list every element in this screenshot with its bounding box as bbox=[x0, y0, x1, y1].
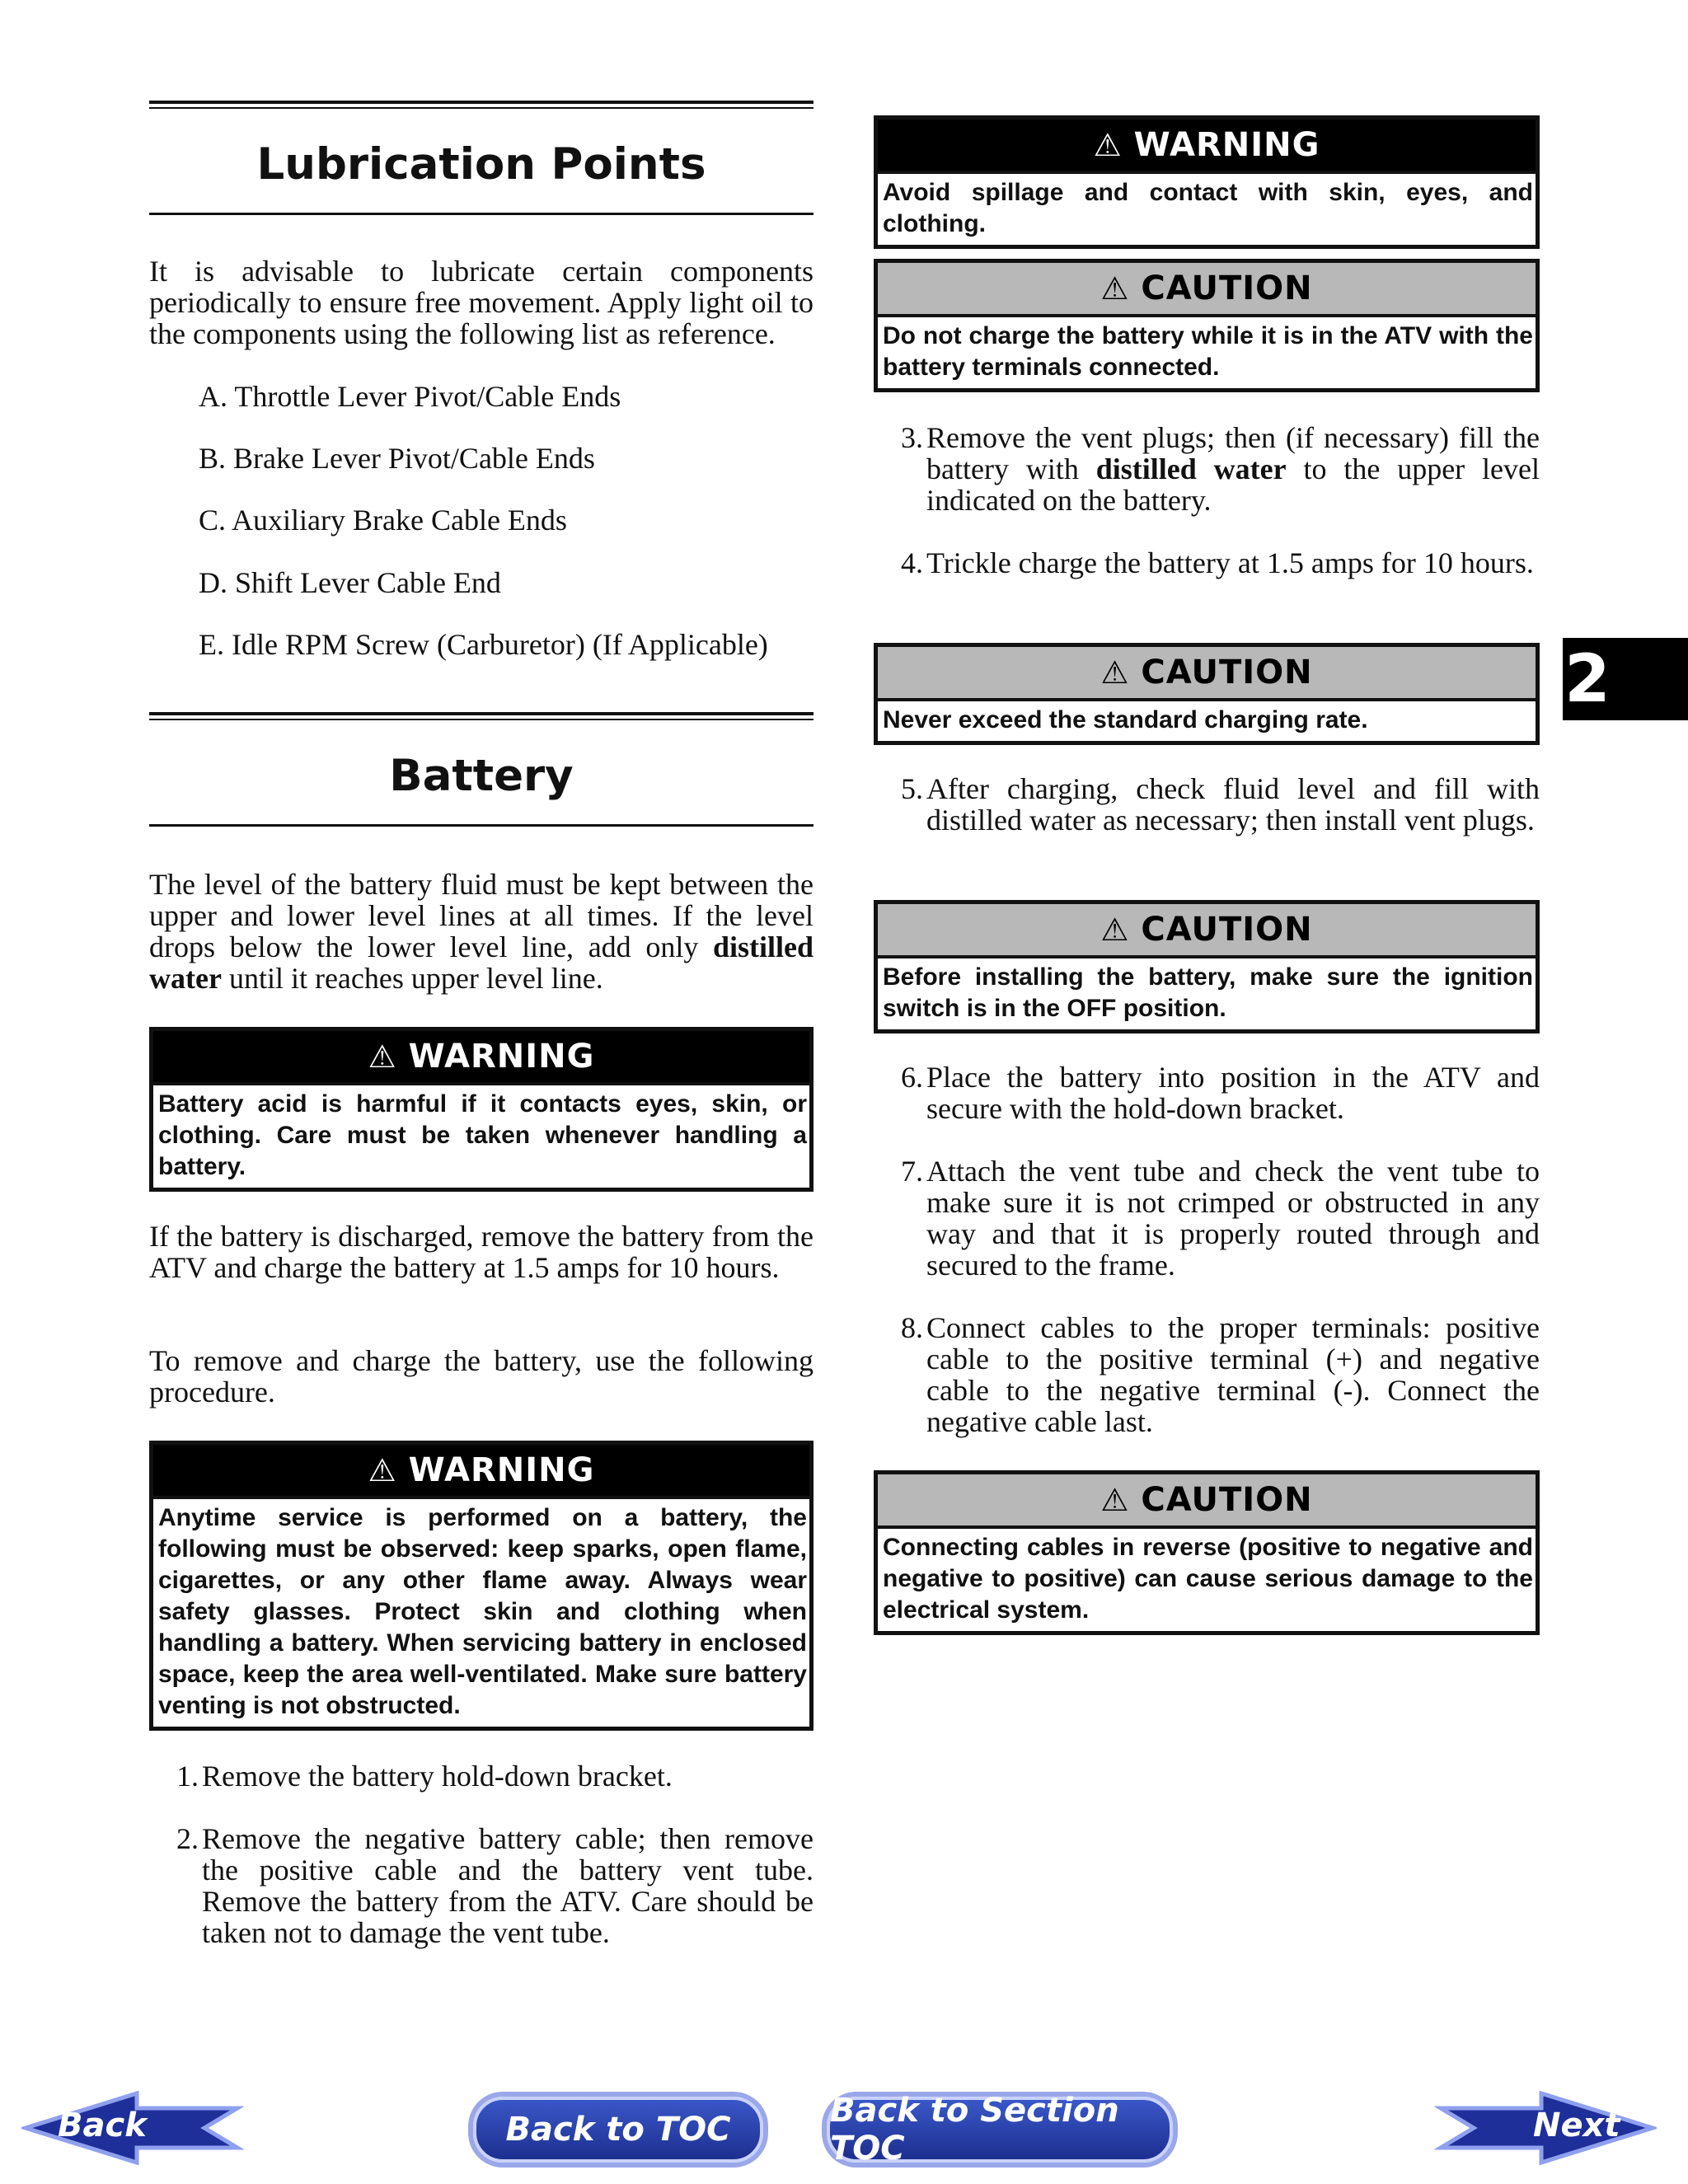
back-to-section-toc-button[interactable]: Back to Section TOC bbox=[827, 2097, 1173, 2163]
step-5: 5. After charging, check fluid level and fill with distilled water as necessary; then install vent plugs. bbox=[901, 772, 1540, 837]
section-tab: 2 bbox=[1563, 638, 1688, 720]
lubrication-item-e: E. Idle RPM Screw (Carburetor) (If Applicable) bbox=[199, 628, 768, 661]
step-7: 7. Attach the vent tube and check the vent tube to make sure it is not crimped or obstructed in any way and that it is properly routed through and secured to the frame. bbox=[901, 1155, 1540, 1282]
heading-rule-bottom bbox=[149, 213, 814, 215]
step-3: 3. Remove the vent plugs; then (if necessary) fill the battery with distilled water to the upper level indicated on the battery. bbox=[901, 421, 1540, 517]
caution-header: ⚠ CAUTION bbox=[878, 1474, 1536, 1529]
caution-triangle-icon: ⚠ bbox=[1100, 654, 1130, 691]
battery-para-2: If the battery is discharged, remove the battery from the ATV and charge the battery at 1.5 amps for 10 hours. bbox=[149, 1220, 814, 1284]
step-1: 1. Remove the battery hold-down bracket. bbox=[176, 1760, 673, 1793]
warning-box-spillage bbox=[874, 115, 1540, 249]
caution-triangle-icon: ⚠ bbox=[1100, 1482, 1130, 1518]
warning-box-service bbox=[149, 1441, 814, 1731]
caution-box-reverse bbox=[874, 1470, 1540, 1635]
warning-box-acid bbox=[149, 1027, 814, 1192]
heading-rule-top bbox=[149, 101, 814, 109]
caution-triangle-icon: ⚠ bbox=[1100, 270, 1130, 307]
caution-triangle-icon: ⚠ bbox=[1100, 912, 1130, 948]
lubrication-item-b: B. Brake Lever Pivot/Cable Ends bbox=[199, 442, 595, 475]
warning-header: ⚠ WARNING bbox=[153, 1445, 809, 1499]
back-button[interactable]: Back bbox=[21, 2087, 244, 2169]
warning-header: ⚠ WARNING bbox=[153, 1031, 809, 1085]
lubrication-item-a: A. Throttle Lever Pivot/Cable Ends bbox=[199, 380, 621, 413]
warning-text: Battery acid is harmful if it contacts eyes, skin, or clothing. Care must be taken whenever handling a battery. bbox=[158, 1090, 807, 1180]
back-to-toc-button[interactable]: Back to TOC bbox=[473, 2097, 763, 2163]
step-8: 8. Connect cables to the proper terminals: positive cable to the positive terminal (+) and negative cable to the negative terminal (-). Connect the negative cable last. bbox=[901, 1311, 1540, 1438]
warning-triangle-icon: ⚠ bbox=[1093, 127, 1123, 163]
step-6: 6. Place the battery into position in the ATV and secure with the hold-down bracket. bbox=[901, 1061, 1540, 1125]
caution-text: Never exceed the standard charging rate. bbox=[883, 706, 1368, 733]
battery-para-1: The level of the battery fluid must be kept between the upper and lower level lines at all times. If the level drops below the lower level line, add only distilled water until it reaches upper level line. bbox=[149, 868, 814, 995]
caution-header: ⚠ CAUTION bbox=[878, 263, 1536, 317]
lubrication-title: Lubrication Points bbox=[256, 139, 706, 190]
caution-header: ⚠ CAUTION bbox=[878, 904, 1536, 958]
lubrication-intro: It is advisable to lubricate certain components periodically to ensure free movement. Apply light oil to the components using the following list as reference. bbox=[149, 255, 814, 350]
warning-header: ⚠ WARNING bbox=[878, 120, 1536, 174]
battery-title: Battery bbox=[389, 751, 574, 801]
lubrication-item-c: C. Auxiliary Brake Cable Ends bbox=[199, 504, 567, 537]
caution-box-ignition bbox=[874, 900, 1540, 1033]
caution-text: Before installing the battery, make sure the ignition switch is in the OFF position. bbox=[883, 963, 1533, 1022]
warning-triangle-icon: ⚠ bbox=[368, 1452, 397, 1488]
caution-text: Do not charge the battery while it is in the ATV with the battery terminals connected. bbox=[883, 322, 1533, 381]
battery-para-3: To remove and charge the battery, use the following procedure. bbox=[149, 1344, 814, 1408]
next-button[interactable]: Next bbox=[1434, 2087, 1657, 2169]
caution-box-charge bbox=[874, 259, 1540, 392]
step-2: 2. Remove the negative battery cable; then remove the positive cable and the battery vent tube. Remove the battery from the ATV. Care should be taken not to damage the vent tube. bbox=[176, 1822, 814, 1949]
step-4: 4. Trickle charge the battery at 1.5 amps for 10 hours. bbox=[901, 546, 1534, 579]
warning-triangle-icon: ⚠ bbox=[368, 1038, 397, 1075]
heading-rule-bottom bbox=[149, 824, 814, 827]
warning-text: Avoid spillage and contact with skin, eyes, and clothing. bbox=[883, 179, 1533, 237]
warning-text: Anytime service is performed on a battery, the following must be observed: keep sparks, open flame, cigarettes, or any other flame away. Always wear safety glasses. Protect skin and clothing when handling a battery. When servicing battery in enclosed space, keep the area well-ventilated. Make sure battery venting is not obstructed. bbox=[158, 1504, 807, 1719]
caution-text: Connecting cables in reverse (positive to negative and negative to positive) can cause serious damage to the electrical system. bbox=[883, 1534, 1533, 1624]
heading-rule-top bbox=[149, 712, 814, 720]
caution-box-rate bbox=[874, 643, 1540, 745]
caution-header: ⚠ CAUTION bbox=[878, 647, 1536, 701]
lubrication-item-d: D. Shift Lever Cable End bbox=[199, 566, 501, 599]
